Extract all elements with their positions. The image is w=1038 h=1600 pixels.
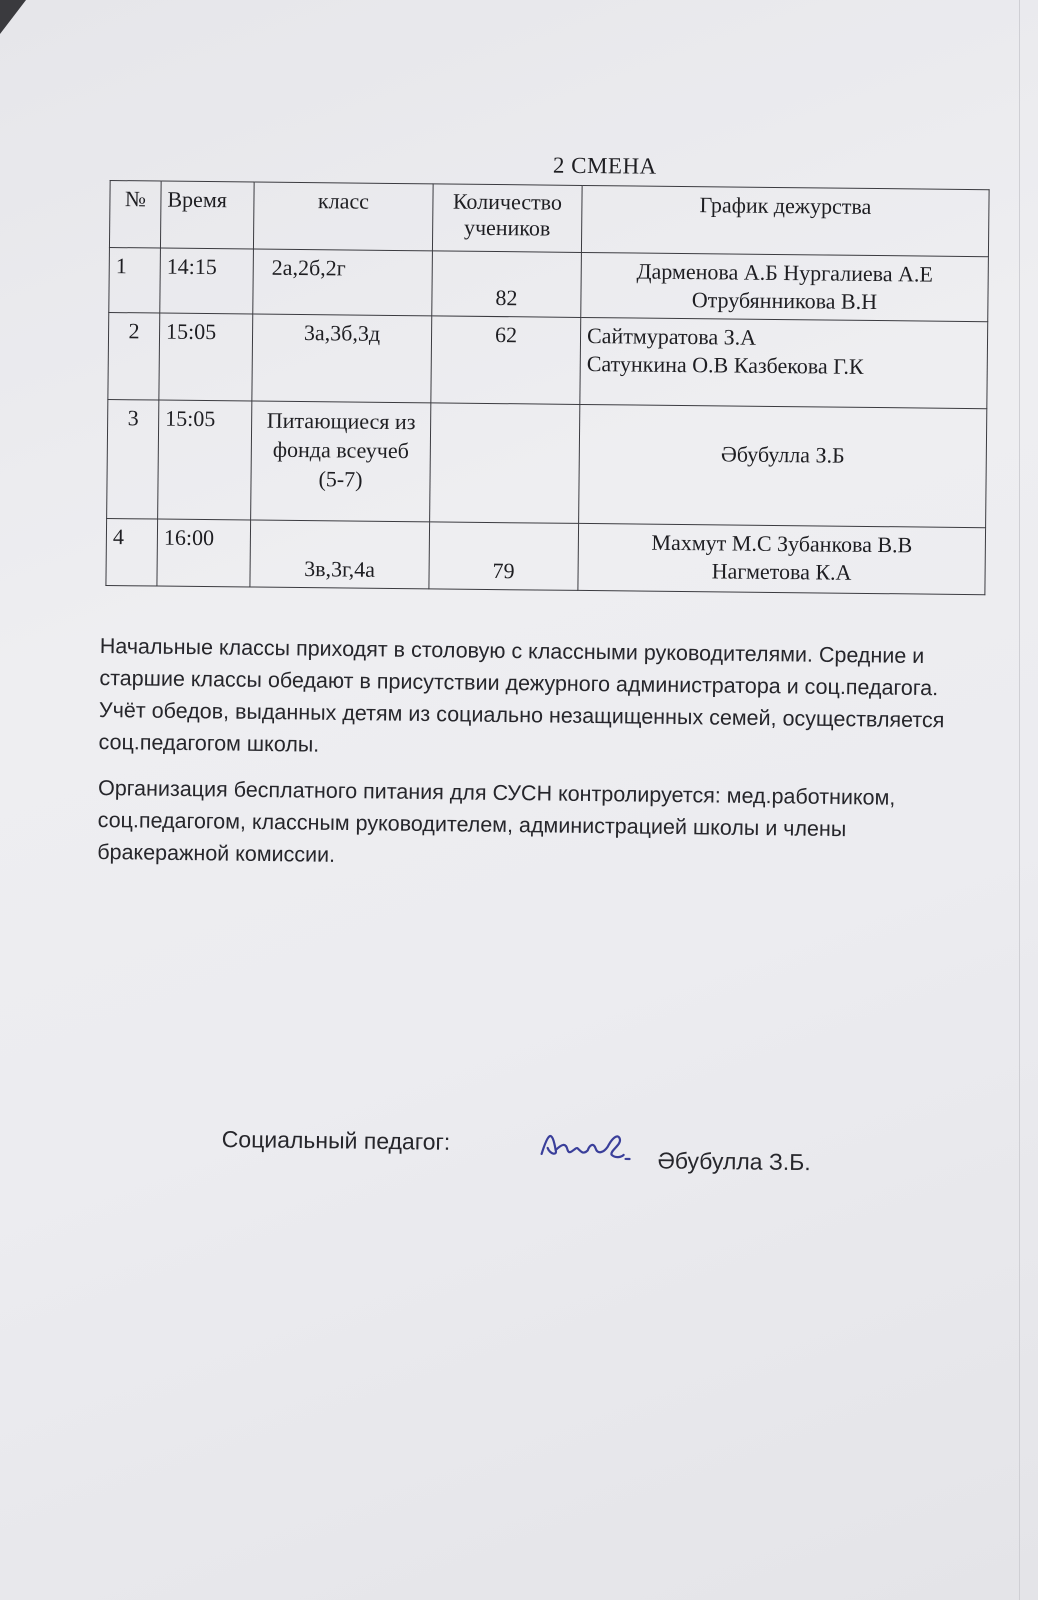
cell-number: 2 [108,312,160,400]
signature-block [221,1120,862,1188]
cell-duty [580,317,988,408]
cell-class: 3в,3г,4а [250,520,430,589]
cell-number: 3 [107,399,159,519]
cell-count [430,403,580,524]
duty-line: Сайтмуратова З.А [586,323,757,350]
header-class: класс [253,182,433,251]
shift-title: 2 СМЕНА [552,152,657,179]
duty-line: Махмут М.С Зубанкова В.В [651,529,913,558]
duty-line: Нагметова К.А [711,558,852,585]
notes-section [97,630,980,893]
photo-corner-shadow [0,0,26,34]
header-number: № [109,181,161,249]
handwritten-signature-icon [537,1124,637,1165]
cell-time: 14:15 [160,248,254,314]
cell-class: 2а,2б,2г [253,249,433,316]
cell-number: 1 [109,247,161,313]
header-count: Количество учеников [432,184,582,253]
cell-class: 3а,3б,3д [252,314,432,403]
duty-line: Сатункина О.В Казбекова Г.К [586,351,864,379]
table-row [107,399,987,527]
cell-count: 82 [432,251,582,318]
table-row [106,518,986,594]
table-row [109,247,989,321]
paragraph: Начальные классы приходят в столовую с классными руководителями. Средние и старшие классы обедают в присутствии дежурного администратора и соц.педагога. Учёт обедов, выданных детям из социально незащищенных семей, осуществляется соц.педагогом школы. [98,633,945,757]
cell-count: 62 [431,316,581,405]
table-header-row [109,181,989,257]
table-row [108,312,988,408]
cell-time: 16:00 [157,519,251,587]
duty-line: Дарменова А.Б Нургалиева А.Е [636,258,934,287]
cell-duty [578,523,986,594]
signature-name: Әбубулла З.Б. [657,1147,811,1176]
cell-count: 79 [429,522,579,591]
page-edge [1019,0,1020,1600]
header-duty: График дежурства [581,185,989,256]
cell-class: Питающиеся из фонда всеучеб (5-7) [251,401,431,522]
cell-time: 15:05 [158,400,252,520]
cell-duty [581,252,989,321]
schedule-section [105,148,1010,595]
duty-line: Отрубянникова В.Н [691,287,878,315]
signature-label: Социальный педагог: [221,1125,451,1155]
cell-number: 4 [106,518,158,586]
duty-schedule-table [105,180,989,595]
cell-time: 15:05 [159,313,253,401]
duty-line: Әбубулла З.Б [720,441,845,468]
cell-duty [579,404,987,527]
paragraph: Организация бесплатного питания для СУСН контролируется: мед.работником, соц.педагогом, классным руководителем, администрацией школы и члены бракеражной комиссии. [97,775,896,867]
header-time: Время [160,181,254,249]
